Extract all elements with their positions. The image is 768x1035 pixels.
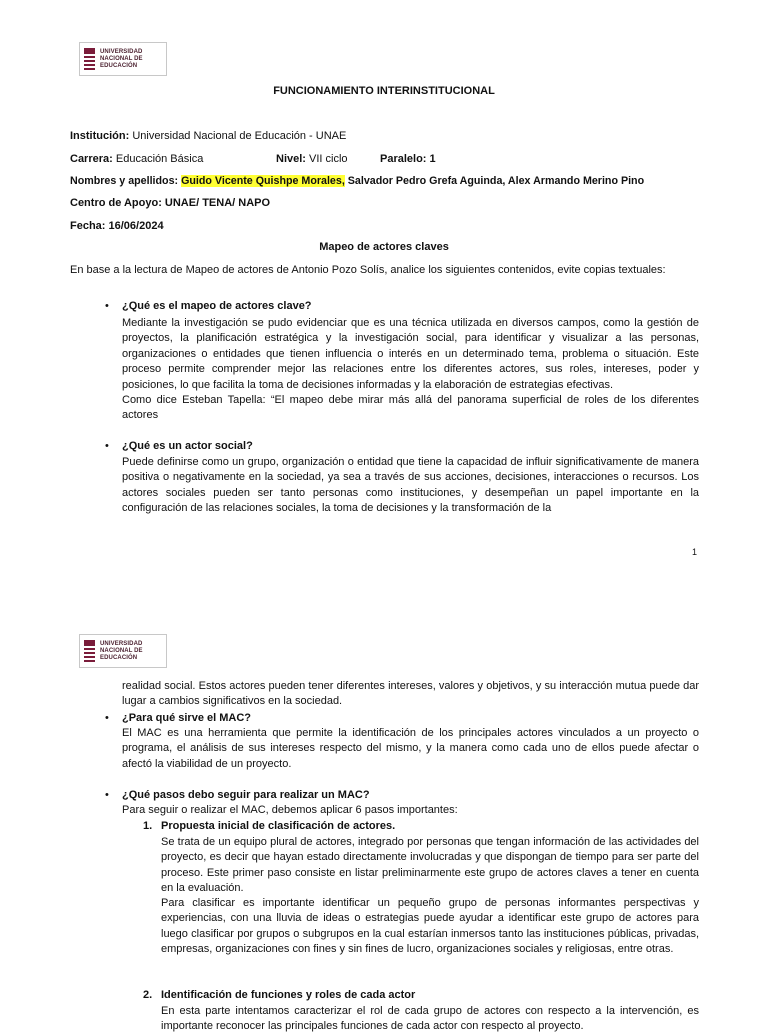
page-number: 1	[692, 547, 698, 557]
bullet-dot: •	[105, 440, 109, 452]
question-heading: ¿Qué pasos debo seguir para realizar un MAC?	[122, 789, 370, 801]
answer-paragraph: El MAC es una herramienta que permite la identificación de los principales actores vinculados a un proyecto o programa, el análisis de sus intereses respecto del mismo, y la manera como cada uno de ellos puede afectar o afectó la viabilidad de un proyecto.	[122, 727, 699, 770]
carrera-line: Carrera: Educación Básica	[70, 153, 204, 165]
logo-text: UNIVERSIDAD NACIONAL DE EDUCACIÓN	[100, 640, 143, 661]
page-gap	[0, 580, 768, 620]
bullet-dot: •	[105, 712, 109, 724]
step-title: Identificación de funciones y roles de cada actor	[161, 989, 416, 1001]
intro-paragraph: En base a la lectura de Mapeo de actores de Antonio Pozo Solís, analice los siguientes contenidos, evite copias textuales:	[70, 264, 666, 276]
bullet-dot: •	[105, 300, 109, 312]
question-heading: ¿Qué es el mapeo de actores clave?	[122, 300, 312, 312]
document-title: FUNCIONAMIENTO INTERINSTITUCIONAL	[273, 85, 495, 97]
logo-seal-icon	[84, 640, 95, 662]
answer-paragraph: Puede definirse como un grupo, organización o entidad que tiene la capacidad de influir significativamente de manera positiva o negativamente en la sociedad, ya sea a través de sus acciones, decisiones, interacciones o recursos. Los actores sociales pueden ser tanto personas como instituciones, y desempeñan un papel importante en la configuración de las relaciones sociales, la toma de decisiones y la transformación de la	[122, 456, 699, 515]
nombres-line: Nombres y apellidos: Guido Vicente Quishpe Morales, Salvador Pedro Grefa Aguinda, Alex Armando Merino Pino	[70, 175, 645, 187]
institucion-line: Institución: Universidad Nacional de Educación - UNAE	[70, 130, 347, 142]
highlighted-name: Guido Vicente Quishpe Morales,	[181, 175, 345, 187]
bullet-dot: •	[105, 789, 109, 801]
section-subtitle: Mapeo de actores claves	[319, 241, 449, 253]
document-page-2	[0, 620, 768, 1033]
logo-text: UNIVERSIDAD NACIONAL DE EDUCACIÓN	[100, 48, 143, 69]
fecha-line: Fecha: 16/06/2024	[70, 220, 164, 232]
logo-seal-icon	[84, 48, 95, 70]
question-heading: ¿Para qué sirve el MAC?	[122, 712, 251, 724]
continued-paragraph: realidad social. Estos actores pueden tener diferentes intereses, valores y objetivos, y su interacción mutua puede dar lugar a cambios significativos en la sociedad.	[122, 680, 699, 708]
step-number: 2.	[143, 989, 153, 1001]
step-number: 1.	[143, 820, 153, 832]
step-title: Propuesta inicial de clasificación de actores.	[161, 820, 396, 832]
step-paragraph: Se trata de un equipo plural de actores, integrado por personas que tengan información de las actividades del proyecto, es decir que hayan estado directamente involucradas y que dispongan de tiempo para ser parte del proceso. Este primer paso consiste en listar preliminarmente este grupo de actores claves a tener en cuenta en la evaluación.	[161, 836, 699, 895]
step-paragraph: En esta parte intentamos caracterizar el rol de cada grupo de actores con respecto a la intervención, es importante reconocer las principales funciones de cada actor con respecto al proyecto.	[161, 1005, 699, 1033]
answer-paragraph: Mediante la investigación se pudo evidenciar que es una técnica utilizada en diversos campos, como la gestión de proyectos, la planificación estratégica y la investigación social, para identificar y visualizar a las personas, organizaciones o entidades que tienen influencia o interés en un determinado tema, problema o situación. Este proceso permite comprender mejor las relaciones entre los diferentes actores, sus roles, intereses, poder y posiciones, lo que facilita la toma de decisiones informadas y la elaboración de estrategias efectivas.	[122, 317, 699, 391]
university-logo	[79, 42, 167, 76]
university-logo	[79, 634, 167, 668]
nivel-line: Nivel: VII ciclo	[276, 153, 348, 165]
question-heading: ¿Qué es un actor social?	[122, 440, 253, 452]
answer-paragraph: Para seguir o realizar el MAC, debemos aplicar 6 pasos importantes:	[122, 804, 458, 816]
paralelo-line: Paralelo: 1	[380, 153, 436, 165]
answer-paragraph: Como dice Esteban Tapella: “El mapeo debe mirar más allá del panorama superficial de roles de los diferentes actores	[122, 394, 699, 422]
step-paragraph: Para clasificar es importante identificar un pequeño grupo de personas informantes perspectivas y experiencias, con una lluvia de ideas o estrategias puede ayudar a identificar este grupo de actores para luego clasificar por grupos o subgrupos en la cual estarían inmersos tanto las instituciones públicas, privadas, empresas, organizaciones con fines y sin fines de lucro, organizaciones sociales y religiosas, entre otras.	[161, 897, 699, 956]
centro-apoyo-line: Centro de Apoyo: UNAE/ TENA/ NAPO	[70, 197, 271, 209]
